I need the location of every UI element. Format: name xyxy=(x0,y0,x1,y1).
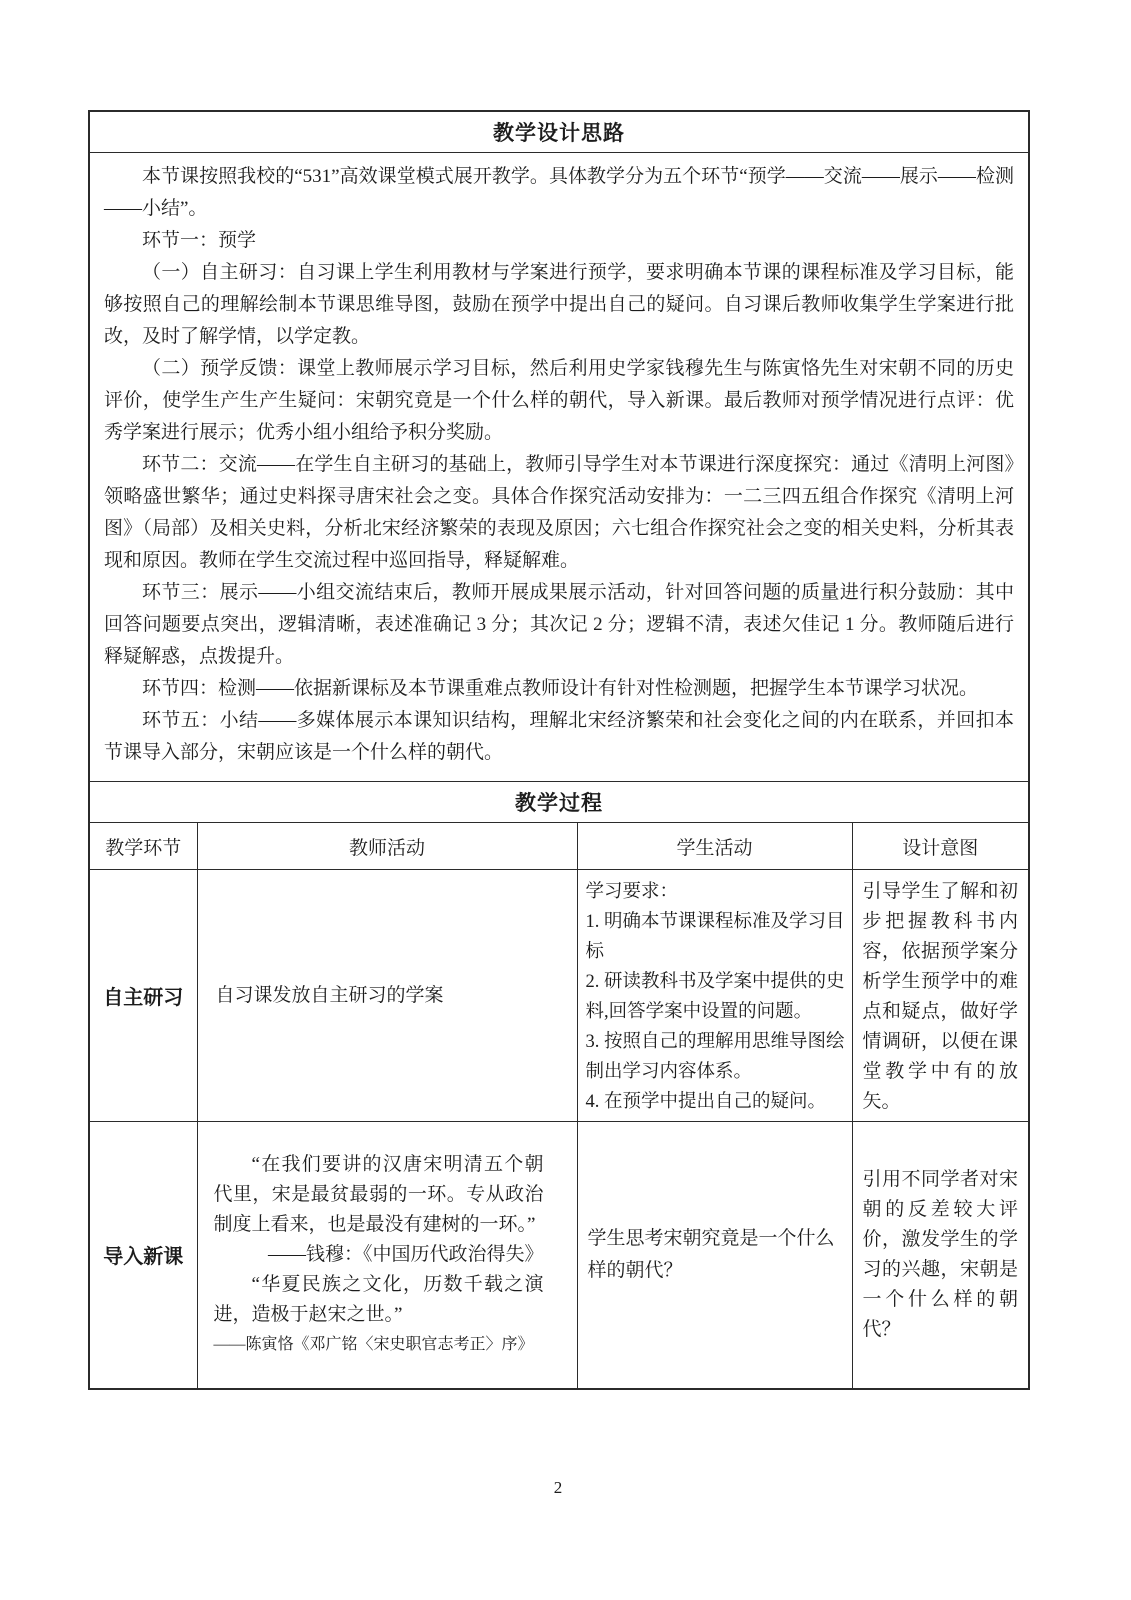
design-paragraph: 环节三：展示——小组交流结束后，教师开展成果展示活动，针对回答问题的质量进行积分鼓励：其中回答问题要点突出，逻辑清晰，表述准确记 3 分；其次记 2 分；逻辑不清，表述欠佳记 1 分。教师随后进行释疑解惑，点拨提升。 xyxy=(104,582,1014,667)
stage-label-self-study: 自主研习 xyxy=(89,870,197,1122)
design-intent-text: 引导学生了解和初步把握教科书内容，依据预学案分析学生预学中的难点和疑点，做好学情调研，以便在课堂教学中有的放矢。 xyxy=(862,881,1018,1112)
quote-block xyxy=(214,1150,544,1360)
design-body-row xyxy=(89,153,1029,782)
design-paragraph: 环节五：小结——多媒体展示本课知识结构，理解北宋经济繁荣和社会变化之间的内在联系，并回扣本节课导入部分，宋朝应该是一个什么样的朝代。 xyxy=(104,710,1014,763)
column-header-intent: 设计意图 xyxy=(852,823,1029,870)
page-number: 2 xyxy=(553,1478,563,1497)
process-header-row xyxy=(89,823,1029,870)
student-activity-text: 学生思考宋朝究竟是一个什么样的朝代？ xyxy=(587,1227,835,1281)
design-intent-lesson-intro xyxy=(852,1122,1029,1389)
design-title-row xyxy=(89,111,1029,153)
quote-qianmu-source: ——钱穆：《中国历代政治得失》 xyxy=(267,1243,544,1265)
student-requirement-line: 3. 按照自己的理解用思维导图绘制出学习内容体系。 xyxy=(585,1032,845,1082)
design-paragraph: （一）自主研习：自习课上学生利用教材与学案进行预学，要求明确本节课的课程标准及学习目标，能够按照自己的理解绘制本节课思维导图，鼓励在预学中提出自己的疑问。自习课后教师收集学生学案进行批改，及时了解学情，以学定教。 xyxy=(104,262,1014,347)
quote-chenyinke: “华夏民族之文化，历数千载之演进，造极于赵宋之世。” xyxy=(213,1273,544,1325)
student-activity-lesson-intro xyxy=(577,1122,852,1389)
student-requirement-line: 4. 在预学中提出自己的疑问。 xyxy=(585,1092,827,1112)
student-requirement-line: 学习要求： xyxy=(585,882,679,902)
column-header-student: 学生活动 xyxy=(577,823,852,870)
process-section-title: 教学过程 xyxy=(89,782,1029,823)
design-paragraph: 环节一：预学 xyxy=(142,230,257,251)
design-paragraph: 环节二：交流——在学生自主研习的基础上，教师引导学生对本节课进行深度探究：通过《清明上河图》领略盛世繁华；通过史料探寻唐宋社会之变。具体合作探究活动安排为：一二三四五组合作探究《清明上河图》（局部）及相关史料，分析北宋经济繁荣的表现及原因；六七组合作探究社会之变的相关史料，分析其表现和原因。教师在学生交流过程中巡回指导，释疑解难。 xyxy=(104,454,1014,571)
lesson-plan-table xyxy=(88,110,1030,1390)
design-intent-self-study xyxy=(852,870,1029,1122)
student-requirement-line: 1. 明确本节课课程标准及学习目标 xyxy=(585,912,845,962)
student-requirement-line: 2. 研读教科书及学案中提供的史料,回答学案中设置的问题。 xyxy=(585,972,845,1022)
table-row-self-study xyxy=(89,870,1029,1122)
design-paragraph: 环节四：检测——依据新课标及本节课重难点教师设计有针对性检测题，把握学生本节课学习状况。 xyxy=(142,678,979,699)
teacher-activity-self-study: 自习课发放自主研习的学案 xyxy=(197,870,577,1122)
design-paragraph: （二）预学反馈：课堂上教师展示学习目标，然后利用史学家钱穆先生与陈寅恪先生对宋朝不同的历史评价，使学生产生产生疑问：宋朝究竟是一个什么样的朝代，导入新课。最后教师对预学情况进行点评：优秀学案进行展示；优秀小组小组给予积分奖励。 xyxy=(104,358,1014,443)
student-activity-self-study xyxy=(577,870,852,1122)
column-header-stage: 教学环节 xyxy=(89,823,197,870)
quote-qianmu: “在我们要讲的汉唐宋明清五个朝代里，宋是最贫最弱的一环。专从政治制度上看来，也是最没有建树的一环。” xyxy=(213,1153,544,1235)
column-header-teacher: 教师活动 xyxy=(197,823,577,870)
design-paragraph: 本节课按照我校的“531”高效课堂模式展开教学。具体教学分为五个环节“预学——交流——展示——检测——小结”。 xyxy=(104,166,1014,219)
design-section-title: 教学设计思路 xyxy=(89,111,1029,153)
quote-chenyinke-source: ——陈寅恪《邓广铭〈宋史职官志考正〉序》 xyxy=(213,1335,534,1353)
design-intent-text: 引用不同学者对宋朝的反差较大评价，激发学生的学习的兴趣，宋朝是一个什么样的朝代？ xyxy=(862,1168,1018,1340)
process-title-row xyxy=(89,782,1029,823)
stage-label-lesson-intro: 导入新课 xyxy=(89,1122,197,1389)
table-row-lesson-intro xyxy=(89,1122,1029,1389)
teacher-activity-lesson-intro xyxy=(197,1122,577,1389)
design-section-body xyxy=(89,153,1029,782)
